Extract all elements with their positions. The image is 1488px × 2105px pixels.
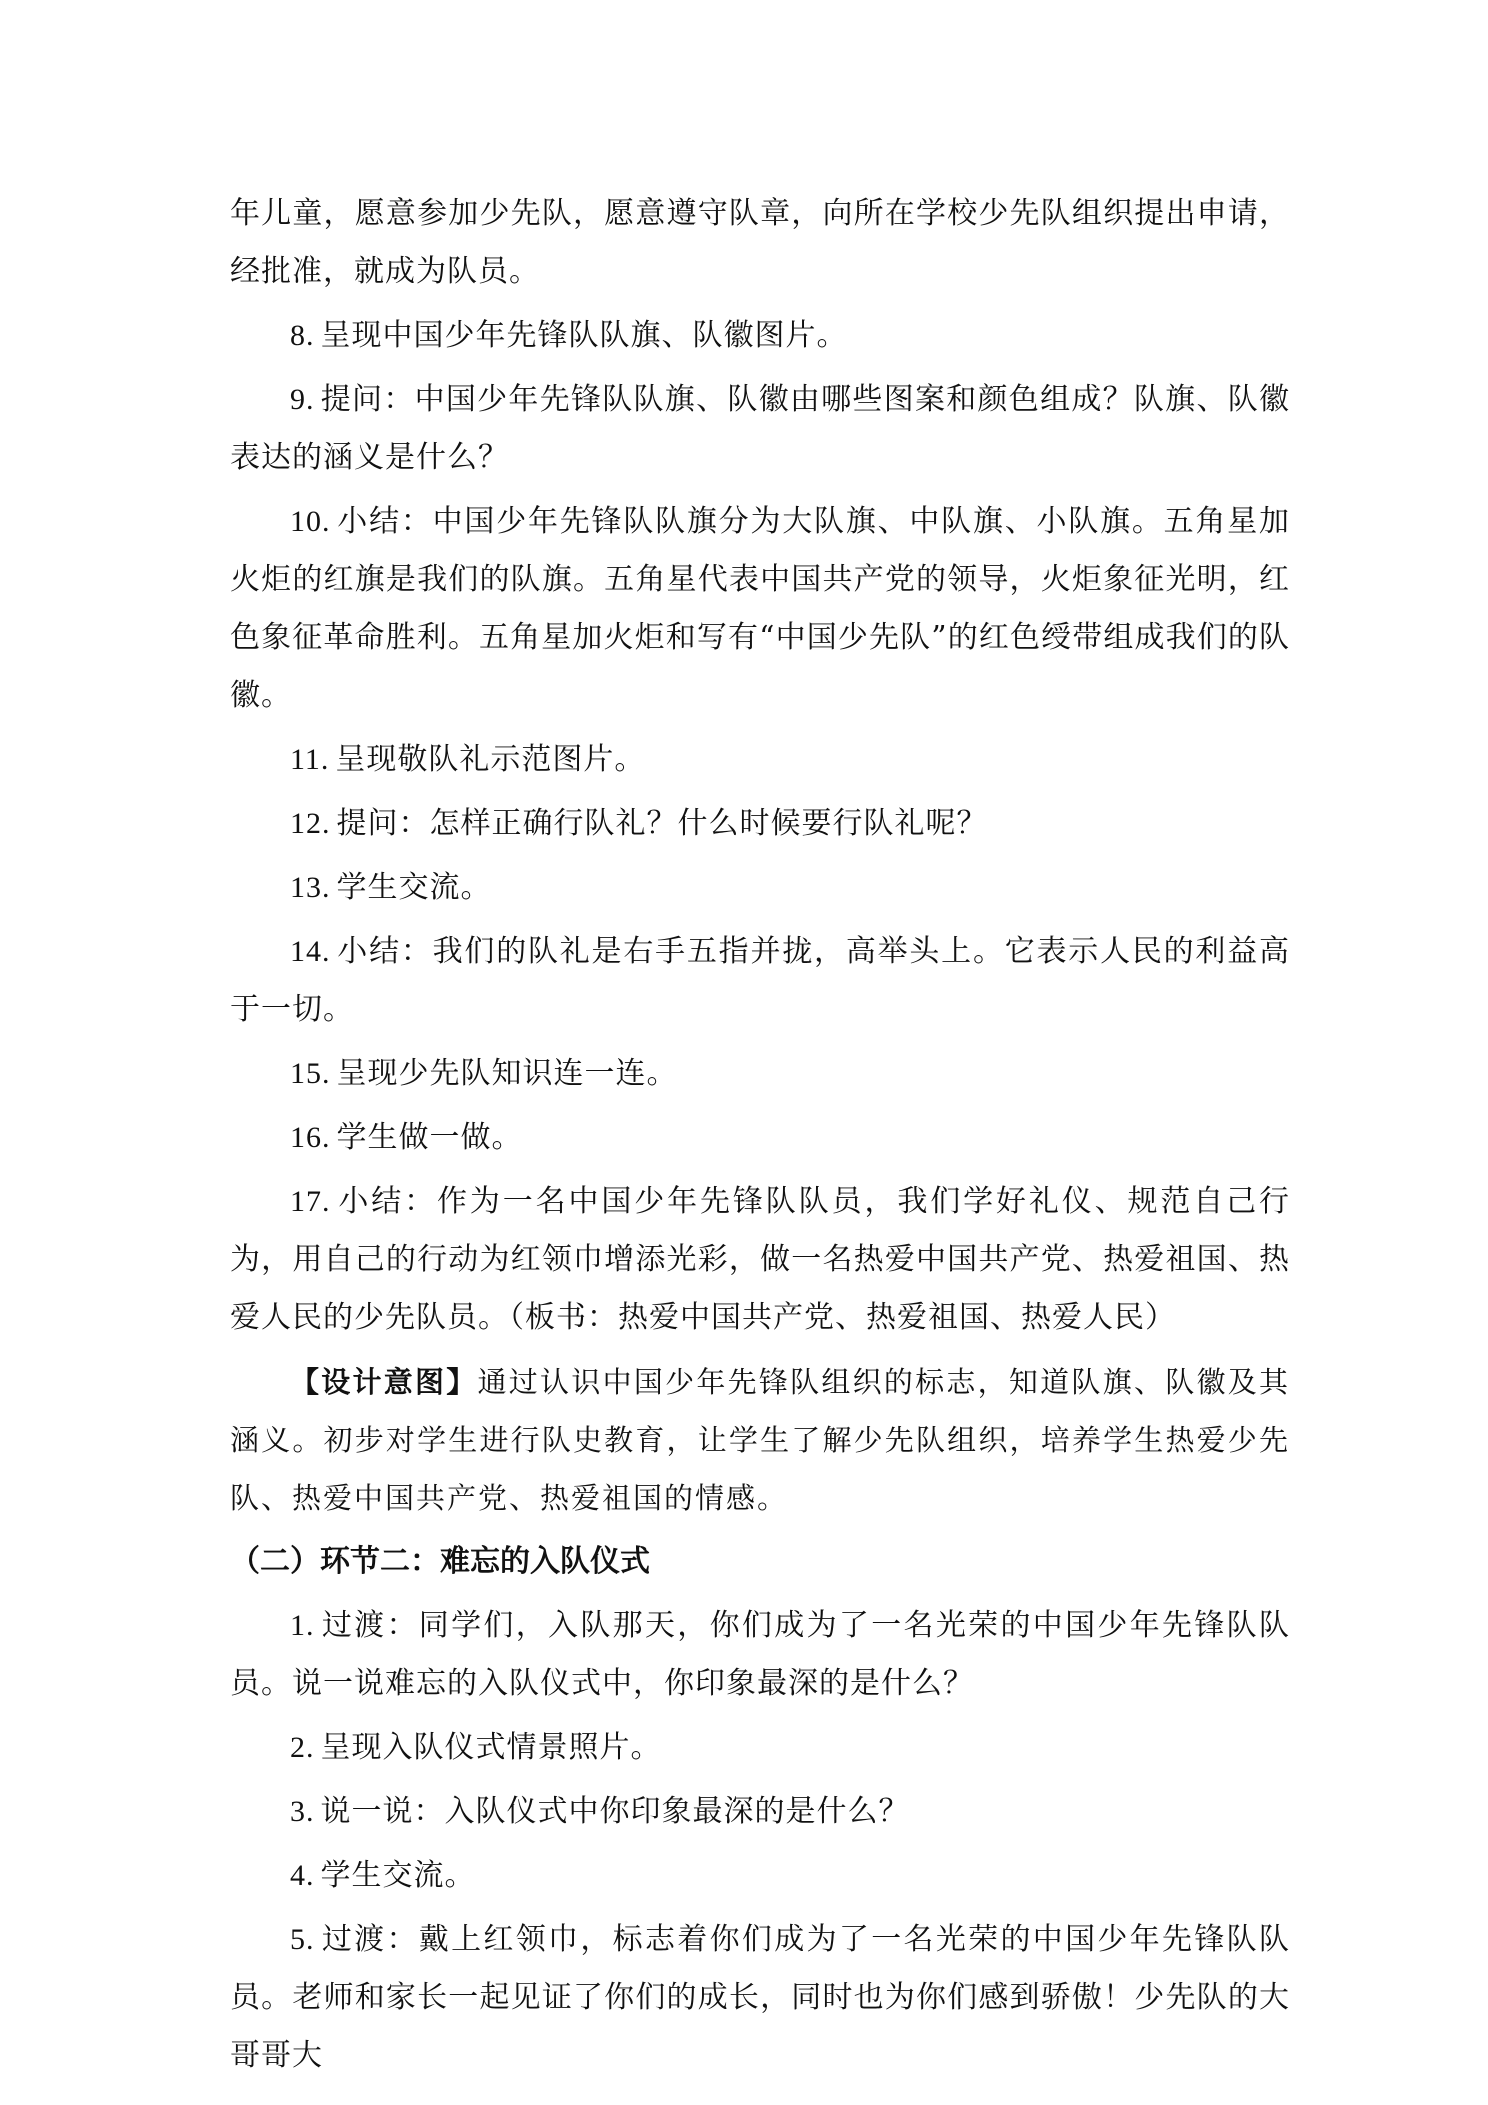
- item-text: 提问：中国少年先锋队队旗、队徽由哪些图案和颜色组成？队旗、队徽表达的涵义是什么？: [230, 382, 1290, 475]
- item-text: 呈现中国少年先锋队队旗、队徽图片。: [320, 318, 848, 353]
- item-number: 2.: [290, 1731, 315, 1764]
- item-number: 16.: [290, 1121, 331, 1154]
- item-text: 小结：我们的队礼是右手五指并拢，高举头上。它表示人民的利益高于一切。: [230, 934, 1290, 1027]
- item-number: 17.: [290, 1185, 331, 1218]
- item-text: 呈现敬队礼示范图片。: [335, 742, 646, 777]
- item-number: 4.: [290, 1859, 315, 1892]
- item-number: 15.: [290, 1057, 331, 1090]
- item-number: 5.: [290, 1923, 315, 1956]
- item-text: 呈现入队仪式情景照片。: [320, 1730, 662, 1765]
- item-number: 3.: [290, 1795, 315, 1828]
- item-text: 小结：作为一名中国少年先锋队队员，我们学好礼仪、规范自己行为，用自己的行动为红领巾增添光彩，做一名热爱中国共产党、热爱祖国、热爱人民的少先队员。（板书：热爱中国共产党、热爱祖国、热爱人民）: [230, 1184, 1290, 1335]
- section-heading: （二）环节二：难忘的入队仪式: [230, 1544, 650, 1579]
- item-text: 说一说：入队仪式中你印象最深的是什么？: [320, 1794, 910, 1829]
- item-text: 过渡：同学们，入队那天，你们成为了一名光荣的中国少年先锋队队员。说一说难忘的入队仪式中，你印象最深的是什么？: [230, 1608, 1290, 1701]
- item-text: 提问：怎样正确行队礼？什么时候要行队礼呢？: [336, 806, 988, 841]
- list-item: [230, 1847, 1290, 1905]
- item-text: 过渡：戴上红领巾，标志着你们成为了一名光荣的中国少年先锋队队员。老师和家长一起见证了你们的成长，同时也为你们感到骄傲！少先队的大哥哥大: [230, 1922, 1290, 2073]
- paragraph-continued: 年儿童，愿意参加少先队，愿意遵守队章，向所在学校少先队组织提出申请，经批准，就成为队员。: [230, 196, 1290, 289]
- item-number: 10.: [290, 505, 331, 538]
- design-intent-text: 通过认识中国少年先锋队组织的标志，知道队旗、队徽及其涵义。初步对学生进行队史教育，让学生了解少先队组织，培养学生热爱少先队、热爱中国共产党、热爱祖国的情感。: [230, 1365, 1290, 1515]
- item-number: 11.: [290, 743, 330, 776]
- list-item: [230, 493, 1290, 725]
- list-item: [230, 1045, 1290, 1103]
- item-number: 14.: [290, 935, 331, 968]
- list-item: [230, 795, 1290, 853]
- item-text: 小结：中国少年先锋队队旗分为大队旗、中队旗、小队旗。五角星加火炬的红旗是我们的队旗。五角星代表中国共产党的领导，火炬象征光明，红色象征革命胜利。五角星加火炬和写有“中国少先队”的红色绶带组成我们的队徽。: [230, 504, 1290, 713]
- design-intent: [230, 1353, 1290, 1527]
- list-item: [230, 859, 1290, 917]
- design-intent-label: 【设计意图】: [290, 1365, 478, 1399]
- list-item: [230, 1911, 1290, 2085]
- item-text: 学生做一做。: [336, 1120, 523, 1155]
- list-item: [230, 1109, 1290, 1167]
- item-number: 9.: [290, 383, 315, 416]
- item-text: 学生交流。: [336, 870, 492, 905]
- list-item: [230, 1173, 1290, 1347]
- list-item: [230, 371, 1290, 487]
- item-number: 1.: [290, 1609, 315, 1642]
- item-number: 8.: [290, 319, 315, 352]
- item-number: 13.: [290, 871, 331, 904]
- list-item: [230, 1783, 1290, 1841]
- item-text: 呈现少先队知识连一连。: [336, 1056, 678, 1091]
- list-item: [230, 731, 1290, 789]
- list-item: [230, 1719, 1290, 1777]
- list-item: [230, 1597, 1290, 1713]
- item-number: 12.: [290, 807, 331, 840]
- document-page: [230, 185, 1290, 2091]
- list-item: [230, 307, 1290, 365]
- list-item: [230, 923, 1290, 1039]
- item-text: 学生交流。: [320, 1858, 476, 1893]
